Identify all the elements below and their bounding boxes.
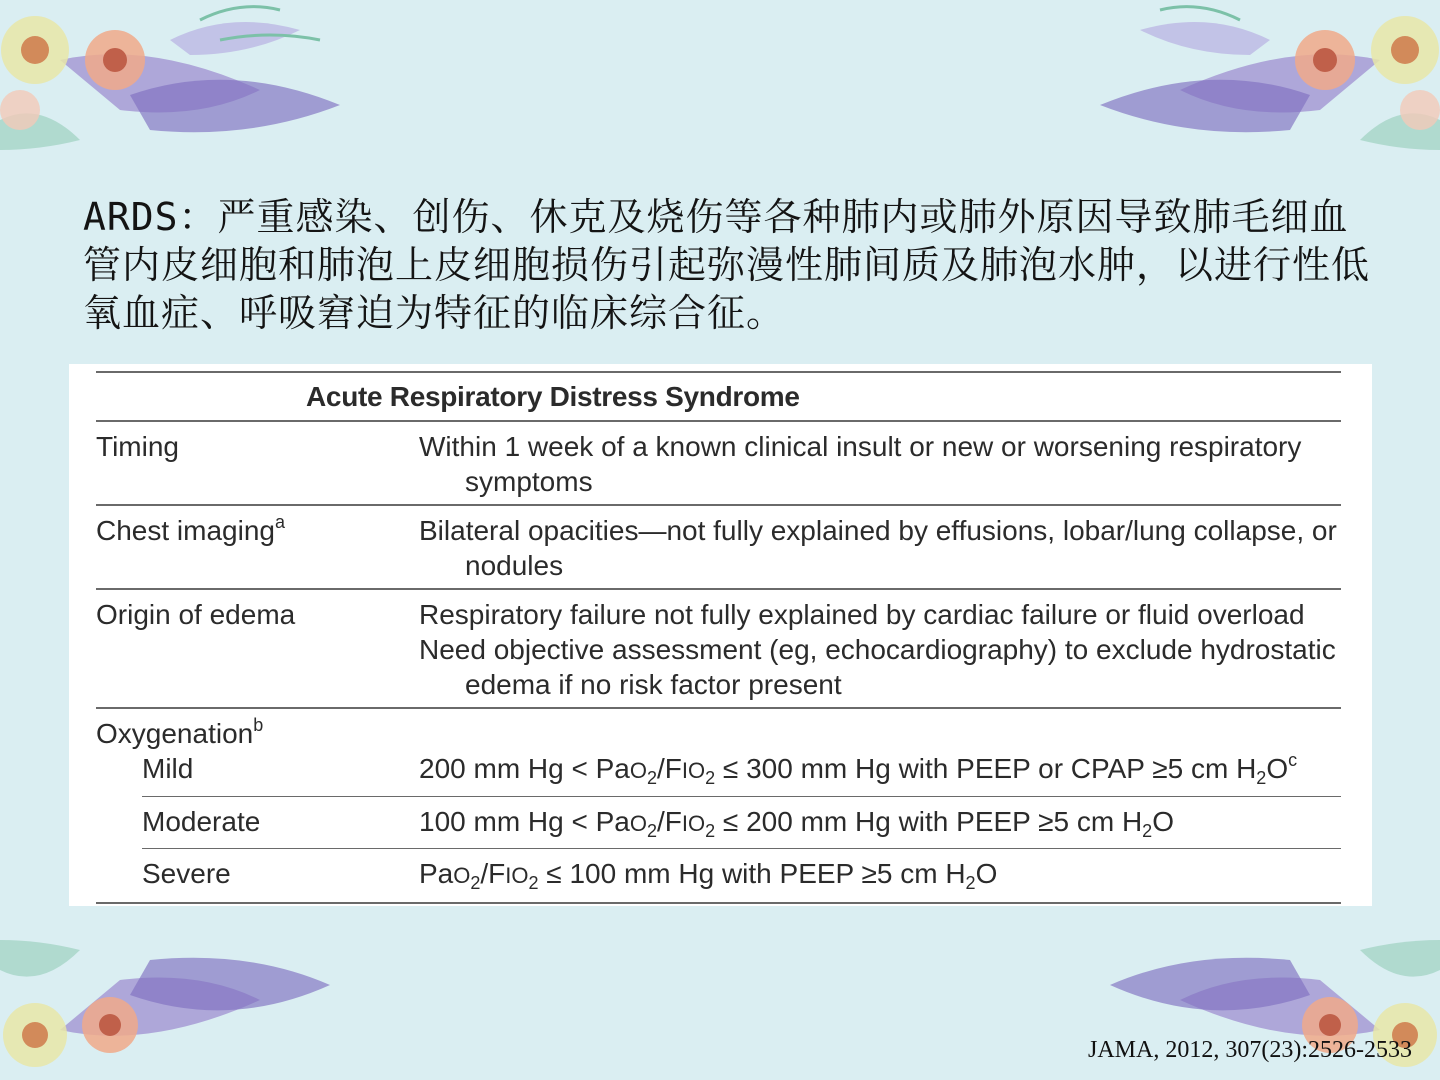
mild-text-start: 200 mm Hg < Pa [419,753,630,784]
row-oxygenation-mild [96,751,1341,796]
table-header-row [96,373,1341,420]
mild-fio2-sub: 2 [705,768,716,788]
timing-line-1: Within 1 week of a known clinical insult or new or worsening respiratory [419,431,1302,462]
mild-criteria [419,751,1341,788]
row-value-timing [419,422,1341,499]
moderate-fio2-io: IO [681,811,706,836]
footnote-mark-c: c [1288,750,1298,770]
footnote-mark-b: b [253,715,264,735]
citation-reference: JAMA, 2012, 307(23):2526-2533 [1088,1037,1412,1063]
severe-fio2-io: IO [505,863,529,888]
row-oxygenation-severe [96,849,1341,902]
mild-h2o-o: O [1266,753,1289,784]
severe-fio2-f: /F [480,858,506,889]
moderate-h2o-sub: 2 [1142,821,1153,841]
row-timing [96,420,1341,499]
footnote-mark-a: a [274,512,285,532]
severe-criteria [419,856,1341,893]
chest-imaging-label: Chest imaging [96,515,275,546]
oxygenation-label: Oxygenation [96,718,254,749]
mild-pao2-sub: 2 [647,768,658,788]
chest-line-1: Bilateral opacities—not fully explained by effusions, lobar/lung collapse, or [419,515,1337,546]
edema-line-2: Need objective assessment (eg, echocardiography) to exclude hydrostatic [419,634,1336,665]
row-value-chest-imaging [419,506,1341,583]
severe-text-end: ≤ 100 mm Hg with PEEP ≥5 cm H [538,858,966,889]
severe-label: Severe [142,858,231,889]
row-oxygenation [96,707,1341,902]
severe-fio2-sub: 2 [528,873,539,893]
ards-definition-text: ARDS：严重感染、创伤、休克及烧伤等各种肺内或肺外原因导致肺毛细血管内皮细胞和肺泡上皮细胞损伤引起弥漫性肺间质及肺泡水肿，以进行性低氧血症、呼吸窘迫为特征的临床综合征。 [83,195,1371,335]
severe-pao2-o: O [453,863,471,888]
mild-fio2-f: /F [657,753,682,784]
row-label-timing: Timing [96,431,179,462]
row-label-chest-imaging [96,506,419,583]
floral-decoration-bottom-left [0,940,335,1080]
mild-text-end: ≤ 300 mm Hg with PEEP or CPAP ≥5 cm H [715,753,1257,784]
moderate-fio2-f: /F [657,806,682,837]
row-chest-imaging [96,504,1341,583]
moderate-h2o-o: O [1152,806,1174,837]
moderate-label: Moderate [142,806,261,837]
severe-text-start: Pa [419,858,454,889]
moderate-fio2-sub: 2 [705,821,716,841]
floral-decoration-top-left [0,0,345,165]
moderate-text-end: ≤ 200 mm Hg with PEEP ≥5 cm H [715,806,1143,837]
row-value-origin-of-edema [419,590,1341,702]
severe-h2o-sub: 2 [965,873,976,893]
moderate-pao2-o: O [629,811,647,836]
ards-criteria-table-panel [69,364,1372,906]
mild-h2o-sub: 2 [1256,768,1267,788]
edema-line-3: edema if no risk factor present [465,669,842,700]
edema-line-1: Respiratory failure not fully explained by cardiac failure or fluid overload [419,599,1305,630]
moderate-text-start: 100 mm Hg < Pa [419,806,630,837]
row-oxygenation-moderate [96,797,1341,848]
moderate-pao2-sub: 2 [647,821,658,841]
row-label-origin-of-edema: Origin of edema [96,599,296,630]
table-header-title: Acute Respiratory Distress Syndrome [306,380,800,412]
chest-line-2: nodules [465,550,564,581]
mild-fio2-io: IO [681,758,706,783]
moderate-criteria [419,804,1341,841]
mild-label: Mild [142,753,194,784]
timing-line-2: symptoms [465,466,593,497]
row-label-oxygenation [96,709,1341,751]
ards-criteria-table [96,371,1341,904]
floral-decoration-top-right [1095,0,1440,165]
severe-pao2-sub: 2 [470,873,481,893]
row-origin-of-edema [96,588,1341,702]
severe-h2o-o: O [975,858,998,889]
mild-pao2-o: O [629,758,647,783]
table-bottom-rule [96,902,1341,904]
